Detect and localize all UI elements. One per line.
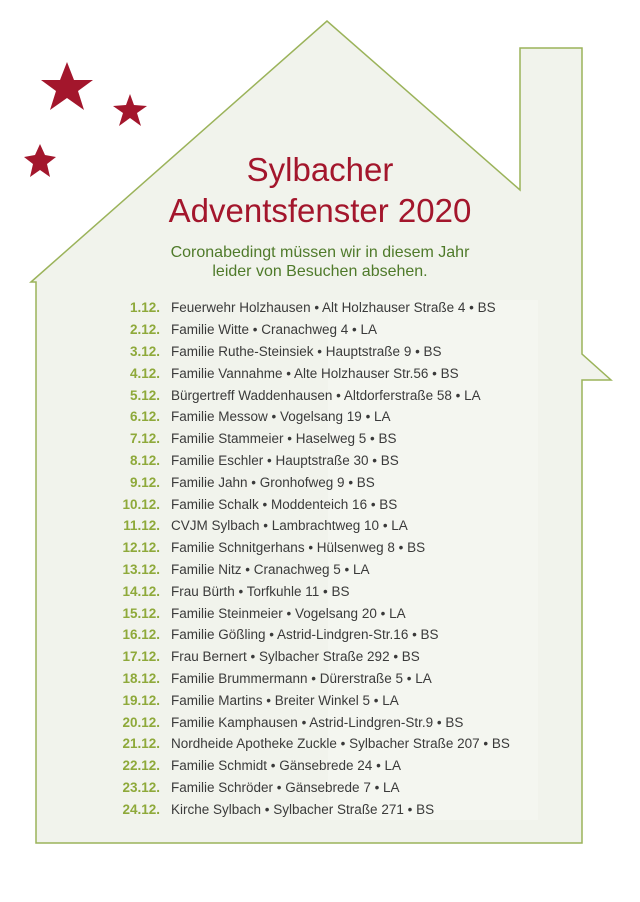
list-item [108,297,548,319]
entry-date: 8.12. [129,452,160,468]
entry-date: 17.12. [122,649,160,665]
entry-date: 21.12. [122,736,160,752]
advent-calendar-list [108,297,548,820]
entry-text: Nordheide Apotheke Zuckle • Sylbacher Straße 207 • BS [171,736,510,752]
entry-text: Kirche Sylbach • Sylbacher Straße 271 • BS [171,801,435,817]
list-item [108,428,548,450]
entry-text: Familie Ruthe-Steinsiek • Hauptstraße 9 • BS [171,343,442,359]
entry-date: 13.12. [122,561,160,577]
entry-date: 14.12. [122,583,160,599]
entry-text: Familie Messow • Vogelsang 19 • LA [171,409,391,425]
entry-text: Familie Nitz • Cranachweg 5 • LA [171,561,370,577]
list-item [108,733,548,755]
entry-date: 9.12. [129,474,160,490]
entry-date: 1.12. [129,300,160,316]
entry-text: Frau Bernert • Sylbacher Straße 292 • BS [171,649,420,665]
entry-date: 15.12. [122,605,160,621]
page-title-line-1: Sylbacher [246,151,394,188]
entry-text: Bürgertreff Waddenhausen • Altdorferstraße 58 • LA [171,387,481,403]
list-item [108,689,548,711]
list-item [108,646,548,668]
entry-date: 23.12. [122,779,160,795]
entry-date: 10.12. [122,496,160,512]
list-item [108,602,548,624]
list-item [108,362,548,384]
page-title-line-2: Adventsfenster 2020 [168,192,472,229]
list-item [108,624,548,646]
entry-text: Familie Jahn • Gronhofweg 9 • BS [171,474,375,490]
list-item [108,537,548,559]
entry-date: 24.12. [122,801,160,817]
list-item [108,798,548,820]
star-icon [41,62,93,110]
entry-date: 6.12. [129,409,160,425]
entry-text: Familie Kamphausen • Astrid-Lindgren-Str.9 • BS [171,714,464,730]
entry-date: 12.12. [122,540,160,556]
entry-text: Familie Schalk • Moddenteich 16 • BS [171,496,398,512]
subtitle-line-2: leider von Besuchen absehen. [212,263,428,280]
list-item [108,471,548,493]
entry-text: Familie Schröder • Gänsebrede 7 • LA [171,779,400,795]
list-item [108,559,548,581]
entry-date: 22.12. [122,758,160,774]
list-item [108,450,548,472]
entry-date: 2.12. [129,322,160,338]
entry-text: Familie Martins • Breiter Winkel 5 • LA [171,692,399,708]
entry-text: Familie Vannahme • Alte Holzhauser Str.56 • BS [171,365,459,381]
entry-text: Familie Schmidt • Gänsebrede 24 • LA [171,758,402,774]
entry-date: 7.12. [129,431,160,447]
entry-date: 20.12. [122,714,160,730]
entry-date: 3.12. [129,343,160,359]
entry-date: 18.12. [122,670,160,686]
entry-date: 4.12. [129,365,160,381]
entry-text: Familie Gößling • Astrid-Lindgren-Str.16 • BS [171,627,439,643]
entry-date: 16.12. [122,627,160,643]
list-item [108,341,548,363]
star-icon [113,94,147,126]
subtitle-line-1: Coronabedingt müssen wir in diesem Jahr [170,244,470,261]
list-item [108,668,548,690]
list-item [108,580,548,602]
entry-text: Familie Stammeier • Haselweg 5 • BS [171,431,397,447]
entry-text: CVJM Sylbach • Lambrachtweg 10 • LA [171,518,408,534]
list-item [108,406,548,428]
entry-text: Familie Steinmeier • Vogelsang 20 • LA [171,605,406,621]
list-item [108,755,548,777]
entry-date: 19.12. [122,692,160,708]
entry-text: Familie Brummermann • Dürerstraße 5 • LA [171,670,432,686]
entry-date: 11.12. [123,518,160,534]
entry-text: Familie Schnitgerhans • Hülsenweg 8 • BS [171,540,426,556]
list-item [108,493,548,515]
entry-text: Feuerwehr Holzhausen • Alt Holzhauser Straße 4 • BS [171,300,496,316]
list-item [108,515,548,537]
list-item [108,711,548,733]
entry-text: Frau Bürth • Torfkuhle 11 • BS [171,583,350,599]
list-item [108,384,548,406]
entry-date: 5.12. [129,387,160,403]
list-item [108,777,548,799]
entry-text: Familie Eschler • Hauptstraße 30 • BS [171,452,399,468]
list-item [108,319,548,341]
entry-text: Familie Witte • Cranachweg 4 • LA [171,322,378,338]
